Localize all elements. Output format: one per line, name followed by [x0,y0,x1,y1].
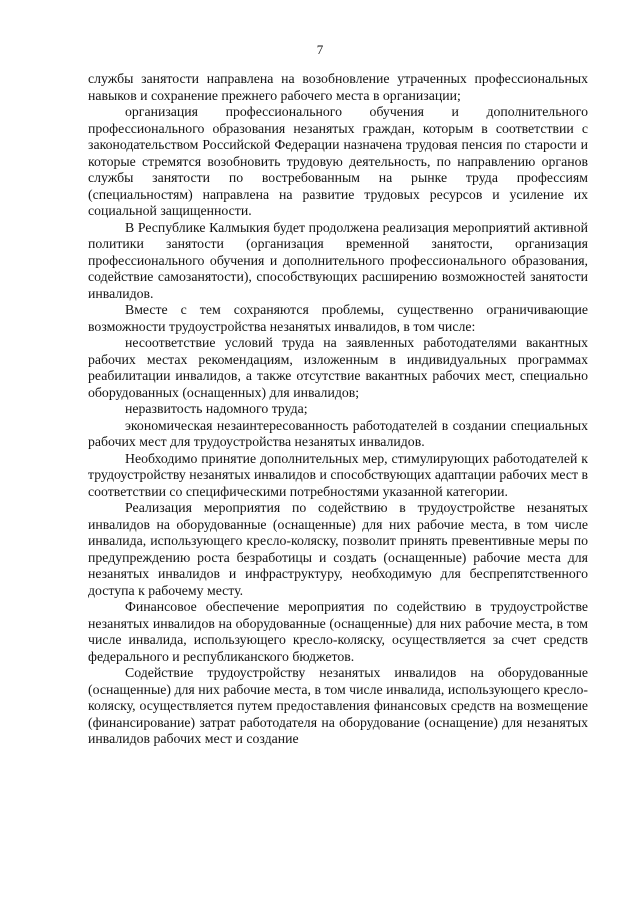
paragraph-homework: неразвитость надомного труда; [125,401,308,416]
paragraph-financing: Финансовое обеспечение мероприятия по содействию в трудоустройстве незанятых инвалидов на оборудованные (оснащенные) для них рабочие места, в том числе инвалида, использующего кресло-коляску, осуществляется за счет средств федерального и республиканского бюджетов. [88,599,588,664]
paragraph-problems: Вместе с тем сохраняются проблемы, существенно ограничивающие возможности трудоустройства незанятых инвалидов, в том числе: [88,302,588,334]
page-number: 7 [316,42,324,57]
paragraph-assistance: Содействие трудоустройству незанятых инвалидов на оборудованные (оснащенные) для них рабочие места, в том числе инвалида, использующего кресло-коляску, осуществляется путем предоставления финансовых средств на возмещение (финансирование) затрат работодателя на оборудование (оснащение) для незанятых инвалидов рабочих мест и создание [88,665,588,746]
document-body [88,71,588,748]
paragraph-kalmykia-measures: В Республике Калмыкия будет продолжена реализация мероприятий активной политики занятости (организация временной занятости, организация профессионального обучения и дополнительного профессионального образования, содействие самозанятости), способствующих расширению возможностей занятости инвалидов. [88,219,588,301]
paragraph-mismatch-conditions: несоответствие условий труда на заявленных работодателями вакантных рабочих местах рекомендациям, изложенным в индивидуальных программах реабилитации инвалидов, а также отсутствие вакантных рабочих мест, специально оборудованных (оснащенных) для инвалидов; [88,335,588,400]
paragraph-economic-disinterest: экономическая незаинтересованность работодателей в создании специальных рабочих мест для трудоустройства незанятых инвалидов. [88,417,588,449]
paragraph-continuation: службы занятости направлена на возобновление утраченных профессиональных навыков и сохранение прежнего рабочего места в организации; [88,71,588,103]
paragraph-training-pensioners: организация профессионального обучения и дополнительного профессионального образования незанятых граждан, которым в соответствии с законодательством Российской Федерации назначена трудовая пенсия по старости и которые стремятся возобновить трудовую деятельность, по направлению органов службы занятости по востребованным на рынке труда профессиям (специальностям) направлена на развитие трудовых ресурсов и усиление их социальной защищенности. [88,104,588,218]
paragraph-additional-measures: Необходимо принятие дополнительных мер, стимулирующих работодателей к трудоустройству незанятых инвалидов и способствующих адаптации рабочих мест в соответствии со специфическими потребностями указанной категории. [88,450,588,499]
paragraph-implementation: Реализация мероприятия по содействию в трудоустройстве незанятых инвалидов на оборудованные (оснащенные) для них рабочие места, в том числе инвалида, использующего кресло-коляску, позволит принять превентивные меры по предупреждению роста безработицы и создать (оснащенные) рабочие места для незанятых инвалидов и инфраструктуру, необходимую для беспрепятственного доступа к рабочему месту. [88,500,588,598]
